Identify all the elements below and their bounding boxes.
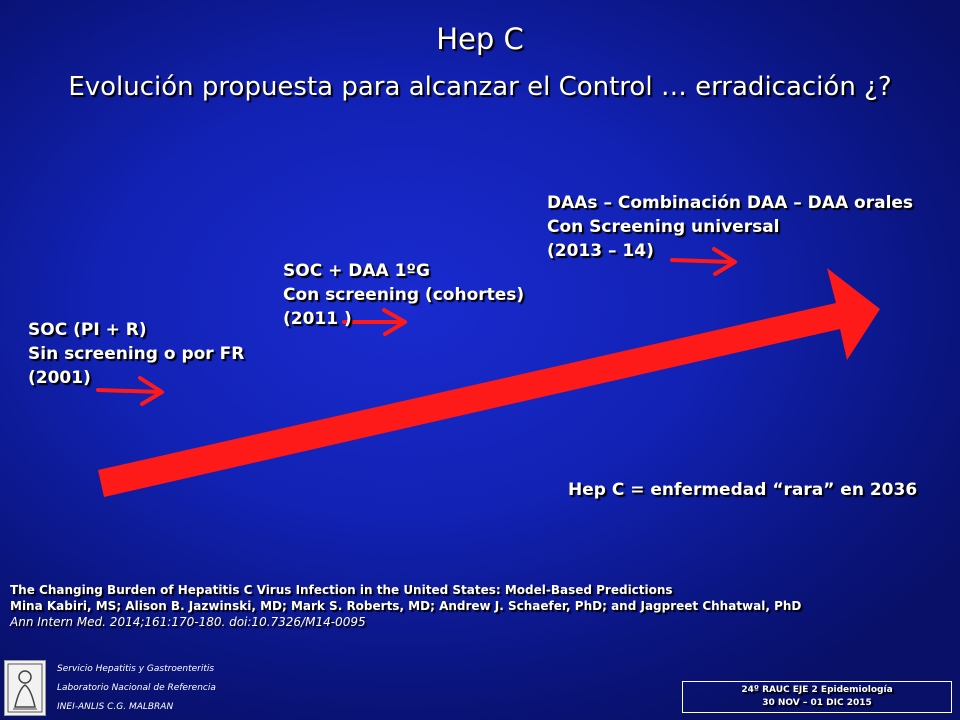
event-box bbox=[682, 681, 952, 713]
slide-subtitle: Evolución propuesta para alcanzar el Control … erradicación ¿? bbox=[68, 72, 892, 102]
stage-soc-line2: Sin screening o por FR bbox=[28, 344, 245, 364]
stage-daas bbox=[547, 191, 913, 263]
stage-soc-line1: SOC (PI + R) bbox=[28, 320, 147, 340]
stage-soc bbox=[28, 318, 244, 390]
institution-line2: Laboratorio Nacional de Referencia bbox=[57, 683, 216, 693]
institution-line3: INEI-ANLIS C.G. MALBRAN bbox=[57, 702, 174, 712]
reference-journal: Ann Intern Med. 2014;161:170-180. doi:10.7326/M14-0095 bbox=[10, 615, 366, 629]
institution-block bbox=[57, 660, 216, 717]
reference-authors: Mina Kabiri, MS; Alison B. Jazwinski, MD; Mark S. Roberts, MD; Andrew J. Schaefer, PhD; and Jagpreet Chhatwal, PhD bbox=[10, 599, 802, 613]
stage-daas-line1: DAAs – Combinación DAA – DAA orales bbox=[547, 193, 914, 213]
stage-daas-line3: (2013 – 14) bbox=[547, 241, 654, 261]
institution-line1: Servicio Hepatitis y Gastroenteritis bbox=[57, 664, 215, 674]
stage-daas-line2: Con Screening universal bbox=[547, 217, 780, 237]
stage-soc-line3: (2001) bbox=[28, 368, 91, 388]
event-line1: 24º RAUC EJE 2 Epidemiología bbox=[741, 685, 893, 695]
slide-title: Hep C bbox=[436, 22, 524, 56]
stage-daa1-line1: SOC + DAA 1ºG bbox=[283, 261, 430, 281]
conclusion-text: Hep C = enfermedad “rara” en 2036 bbox=[568, 480, 918, 500]
event-line2: 30 NOV – 01 DIC 2015 bbox=[762, 698, 872, 708]
stage-daa1-line2: Con screening (cohortes) bbox=[283, 285, 525, 305]
reference-title: The Changing Burden of Hepatitis C Virus Infection in the United States: Model-Based Predictions bbox=[10, 583, 673, 597]
stage-daa1-line3: (2011 ) bbox=[283, 309, 352, 329]
institution-logo bbox=[4, 660, 46, 716]
reference-block bbox=[10, 582, 801, 630]
stage-daa1 bbox=[283, 259, 524, 331]
